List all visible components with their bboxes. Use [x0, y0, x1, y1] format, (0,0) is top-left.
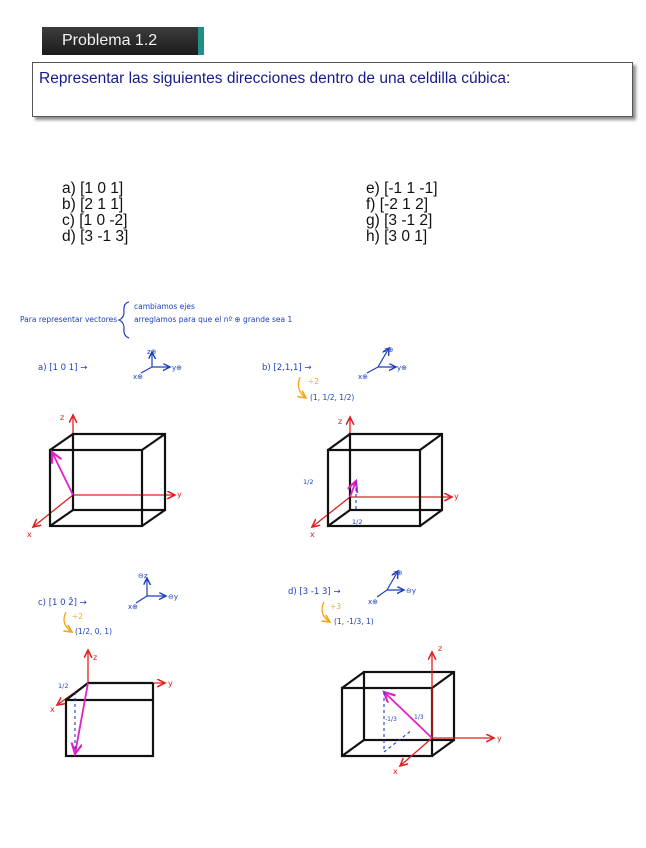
axis-label: y — [497, 734, 502, 743]
axis-label: y⊕ — [397, 364, 408, 372]
direction-vector — [384, 692, 432, 738]
axis-label: z — [338, 417, 343, 426]
axis-label: z⊕ — [393, 569, 403, 577]
direction-vector — [52, 452, 73, 495]
normalized-vector: (1, -1/3, 1) — [334, 617, 374, 626]
tick-label: 1/3 — [414, 714, 424, 721]
tick-label: 1/2 — [303, 478, 314, 486]
intro-label: Para representar vectores — [20, 315, 118, 324]
direction-item: a) [1 0 1] — [62, 180, 124, 197]
direction-item: g) [3 -1 2] — [366, 212, 433, 229]
axis-label: y⊕ — [172, 364, 183, 372]
cube-diagram-c — [50, 650, 173, 756]
axes-icon-c — [128, 572, 178, 611]
tick-label: 1/2 — [58, 682, 69, 690]
solution-d-label: d) [3 -1 3] → — [288, 587, 341, 597]
axis-label: z — [93, 653, 98, 662]
axes-icon-b — [358, 346, 407, 381]
solution-b-label: b) [2,1,1] → — [262, 363, 312, 373]
axis-label: y — [177, 490, 182, 499]
problem-statement: Representar las siguientes direcciones dentro de una celdilla cúbica: — [39, 70, 511, 87]
direction-item: d) [3 -1 3] — [62, 228, 129, 245]
tick-label: -1/3 — [385, 716, 397, 723]
intro-step-1: cambiamos ejes — [134, 302, 195, 311]
axis-label: x⊕ — [368, 598, 379, 606]
solution-d — [288, 569, 502, 776]
solution-a — [27, 348, 182, 539]
normalized-vector: (1, 1/2, 1/2) — [310, 393, 355, 402]
axis-label: x — [27, 530, 32, 539]
axis-label: z — [438, 644, 443, 653]
axis-label: ⊖z — [138, 572, 148, 580]
solution-b — [262, 346, 459, 539]
normalized-vector: (1/2, 0, 1) — [75, 627, 113, 636]
axis-label: x — [310, 530, 315, 539]
cube-diagram-d — [342, 644, 502, 776]
axis-label: x⊕ — [358, 373, 369, 381]
axis-label: z⊕ — [147, 348, 157, 356]
direction-item: c) [1 0 -2] — [62, 212, 128, 229]
brace-symbol — [119, 302, 129, 338]
intro-note — [20, 302, 293, 338]
solution-a-label: a) [1 0 1] → — [38, 363, 88, 373]
cube-diagram-a — [27, 413, 182, 539]
axis-label: ⊖y — [168, 593, 179, 601]
cube-diagram-b — [303, 417, 459, 539]
axes-icon-a — [133, 348, 182, 381]
intro-step-2: arreglamos para que el nº ⊕ grande sea 1 — [134, 315, 293, 324]
axis-label: x⊕ — [133, 373, 144, 381]
axis-label: x⊕ — [128, 603, 139, 611]
divide-note: ÷2 — [308, 377, 320, 386]
axis-label: x — [393, 767, 398, 776]
direction-item: h) [3 0 1] — [366, 228, 428, 245]
direction-item: f) [-2 1 2] — [366, 196, 429, 213]
axis-label: z — [60, 413, 65, 422]
direction-item: b) [2 1 1] — [62, 196, 124, 213]
problem-title: Problema 1.2 — [62, 32, 158, 49]
axis-label: ⊖y — [406, 587, 417, 595]
divide-note: ÷3 — [330, 602, 342, 611]
solution-c-label: c) [1 0 2̄] → — [38, 598, 87, 608]
axis-label: y — [168, 679, 173, 688]
axis-label: z⊕ — [384, 346, 394, 354]
axes-icon-d — [368, 569, 416, 606]
axis-label: x — [50, 705, 55, 714]
axis-label: y — [454, 492, 459, 501]
divide-note: ÷2 — [72, 612, 84, 621]
tick-label: 1/2 — [352, 518, 363, 526]
solution-c — [38, 572, 178, 756]
direction-vector — [75, 683, 88, 754]
direction-item: e) [-1 1 -1] — [366, 180, 438, 197]
